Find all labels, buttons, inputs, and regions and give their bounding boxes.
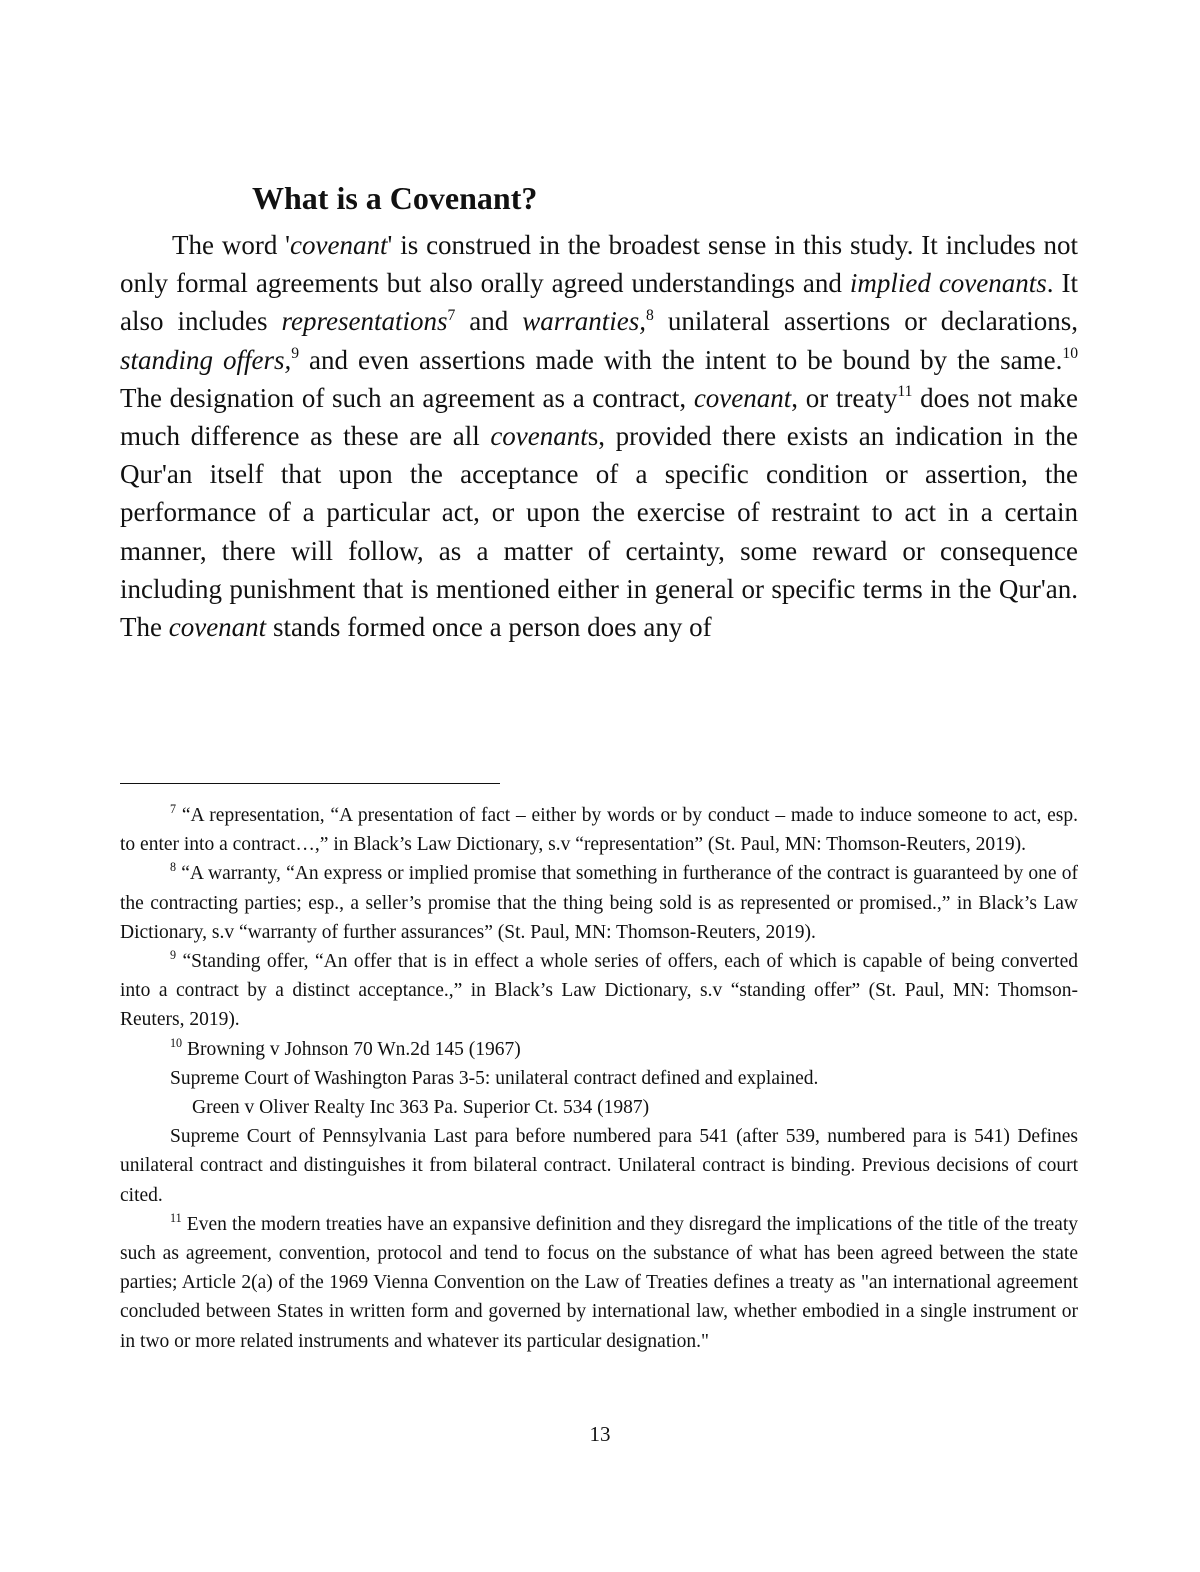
body-text: , or treaty: [791, 382, 898, 413]
body-text: and even assertions made with the intent to be bound by the same.: [299, 344, 1063, 375]
footnote-10: [120, 1035, 1078, 1064]
footnote-text: Browning v Johnson 70 Wn.2d 145 (1967): [182, 1038, 521, 1060]
footnote-separator: [120, 783, 500, 784]
section-heading: What is a Covenant?: [252, 180, 538, 216]
footnote-8: [120, 859, 1078, 947]
footnotes: [120, 801, 1078, 1356]
footnote-text: Even the modern treaties have an expansive definition and they disregard the implications of the title of the treaty such as agreement, convention, protocol and tend to focus on the substance of what has been agreed between the state parties; Article 2(a) of the 1969 Vienna Convention on the Law of Treaties defines a treaty as "an international agreement concluded between States in written form and governed by international law, whether embodied in a single instrument or in two or more related instruments and whatever its particular designation.": [120, 1213, 1078, 1352]
body-text: stands formed once a person does any of: [266, 612, 712, 643]
body-italic: standing offers,: [120, 344, 292, 375]
footnote-11: [120, 1210, 1078, 1356]
body-italic: representations: [281, 306, 448, 337]
body-italic: covenant: [168, 612, 267, 643]
footnote-ref-11[interactable]: 11: [897, 383, 913, 401]
footnote-number: 9: [170, 947, 177, 962]
footnote-text: “A representation, “A presentation of fact – either by words or by conduct – made to induce someone to act, esp. to enter into a contract…,” in Black’s Law Dictionary, s.v “representation” (St. Paul, MN: Thomson-Reuters, 2019).: [120, 805, 1078, 856]
footnote-ref-7[interactable]: 7: [447, 306, 456, 324]
footnote-ref-10[interactable]: 10: [1062, 344, 1079, 362]
body-text: s, provided there exists an indication in the Qur'an itself that upon the acceptance of a specific condition or assertion, the performance of a particular act, or upon the exercise of restraint to act in a certain manner, there will follow, as a matter of certainty, some reward or consequence including punishment that is mentioned either in general or specific terms in the Qur'an. The: [120, 421, 1079, 643]
footnote-7: [120, 801, 1078, 859]
body-text: unilateral assertions or declarations,: [653, 306, 1078, 337]
footnote-number: 11: [170, 1210, 182, 1225]
footnote-number: 8: [170, 860, 177, 875]
footnote-text: “Standing offer, “An offer that is in effect a whole series of offers, each of which is capable of being converted into a contract by a distinct acceptance.,” in Black’s Law Dictionary, s.v “standing offer” (St. Paul, MN: Thomson-Reuters, 2019).: [120, 951, 1078, 1031]
footnote-9: [120, 947, 1078, 1035]
body-text: The designation of such an agreement as a contract,: [120, 382, 694, 413]
body-text: and: [455, 306, 523, 337]
footnote-number: 10: [170, 1035, 183, 1050]
body-paragraph: [120, 226, 1078, 646]
body-italic: covenant: [290, 230, 388, 260]
body-text: The word ': [172, 230, 291, 260]
body-italic: implied covenants: [849, 268, 1047, 299]
footnote-number: 7: [170, 801, 177, 816]
footnote-10-paragraph: Supreme Court of Pennsylvania Last para before numbered para 541 (after 539, numbered para is 541) Defines unilateral contract and distinguishes it from bilateral contract. Unilateral contract is binding. Previous decisions of court cited.: [120, 1126, 1078, 1206]
body-text: ' is construed in the broadest sense in this study. It includes not only formal agreements but also orally agreed understandings and: [120, 230, 1078, 299]
footnote-text: “A warranty, “An express or implied promise that something in furtherance of the contract is guaranteed by one of the contracting parties; esp., a seller’s promise that the thing being sold is as represented or promised.,” in Black’s Law Dictionary, s.v “warranty of further assurances” (St. Paul, MN: Thomson-Reuters, 2019).: [120, 863, 1078, 943]
body-italic: covenant: [490, 421, 588, 452]
footnote-ref-9[interactable]: 9: [291, 344, 300, 362]
body-italic: warranties,: [522, 306, 647, 337]
footnote-ref-8[interactable]: 8: [646, 306, 654, 324]
footnote-10-line-2: Supreme Court of Washington Paras 3-5: unilateral contract defined and explained.: [170, 1067, 819, 1089]
body-italic: covenant: [693, 382, 792, 413]
body-text: does not make much difference as these are all: [120, 382, 1079, 452]
body-text: . It also includes: [120, 268, 1078, 337]
footnote-10-line-3: Green v Oliver Realty Inc 363 Pa. Superior Ct. 534 (1987): [192, 1097, 650, 1119]
page-number: 13: [589, 1422, 611, 1446]
